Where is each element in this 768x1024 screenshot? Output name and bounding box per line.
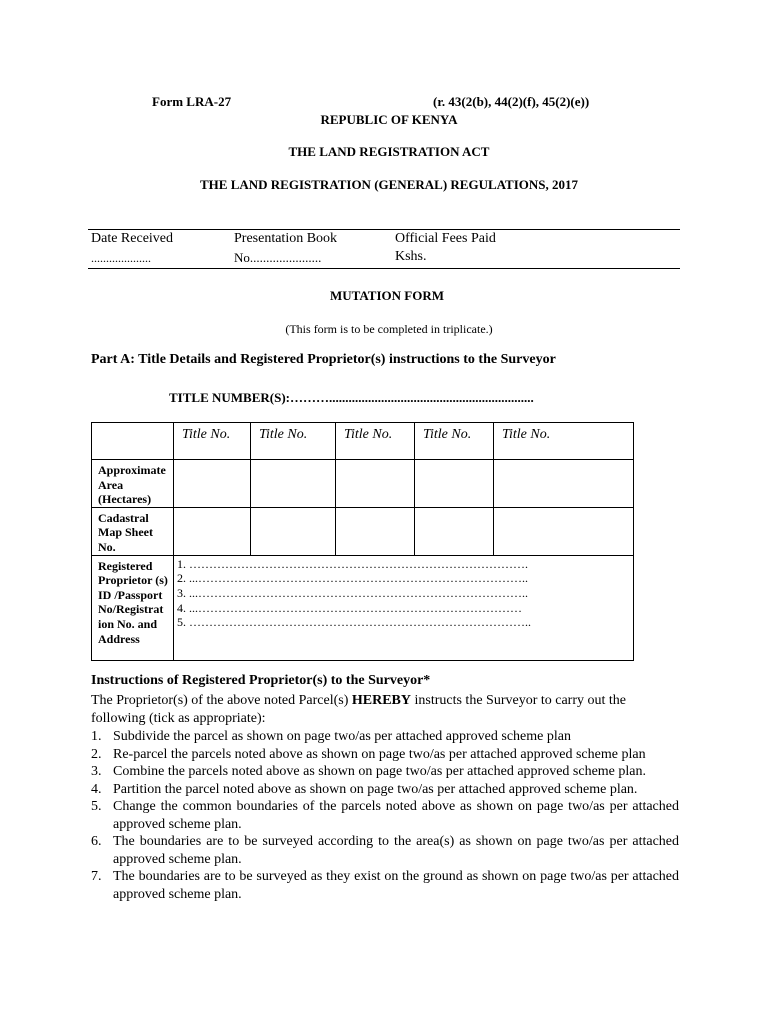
receipt-top-rule: [88, 229, 680, 230]
instruction-item[interactable]: [91, 746, 679, 764]
title-no-header-3: Title No.: [336, 423, 415, 460]
intro-text-end: instructs the Surveyor to carry out the following (tick as appropriate):: [91, 693, 626, 726]
instruction-number: 5.: [91, 799, 102, 814]
title-numbers-field[interactable]: TITLE NUMBER(S):………...............................................................: [169, 390, 534, 405]
instruction-number: 4.: [91, 781, 102, 797]
instruction-item[interactable]: [91, 781, 679, 799]
instruction-number: 6.: [91, 834, 102, 849]
instruction-text: The boundaries are to be surveyed as they exist on the ground as shown on page two/as per attached approved scheme plan.: [113, 869, 679, 902]
table-row-proprietor: [92, 555, 634, 660]
map-sheet-cell-1[interactable]: [174, 507, 251, 555]
header-blank-cell: [92, 423, 174, 460]
instruction-number: 3.: [91, 764, 102, 779]
map-sheet-row-label: Cadastral Map Sheet No.: [92, 507, 174, 555]
map-sheet-cell-3[interactable]: [336, 507, 415, 555]
instruction-list: [91, 728, 679, 903]
map-sheet-cell-5[interactable]: [494, 507, 634, 555]
date-received-label: Date Received: [91, 231, 174, 246]
part-a-heading: Part A: Title Details and Registered Proprietor(s) instructions to the Surveyor: [91, 352, 556, 367]
proprietor-row-label: Registered Proprietor (s) ID /Passport No/Registrat ion No. and Address: [92, 555, 174, 660]
instruction-text: Partition the parcel noted above as shown on page two/as per attached approved scheme plan.: [113, 781, 638, 797]
map-sheet-cell-2[interactable]: [251, 507, 336, 555]
instructions-intro: [91, 692, 679, 727]
intro-hereby: HEREBY: [351, 693, 411, 708]
title-details-table: [91, 422, 634, 661]
title-no-header-1: Title No.: [174, 423, 251, 460]
proprietor-line-3[interactable]: 3. ...………………………………………………………………………..: [177, 585, 528, 600]
instruction-text: Change the common boundaries of the parcels noted above as shown on page two/as per attached approved scheme plan.: [113, 799, 679, 832]
presentation-book-no-field[interactable]: No......................: [234, 250, 322, 265]
form-title: MUTATION FORM: [330, 288, 444, 303]
area-cell-1[interactable]: [174, 460, 251, 508]
title-no-header-2: Title No.: [251, 423, 336, 460]
instructions-heading: Instructions of Registered Proprietor(s) to the Surveyor*: [91, 673, 431, 688]
proprietor-line-2[interactable]: 2. ...………………………………………………………………………..: [177, 571, 528, 586]
title-no-header-5: Title No.: [494, 423, 634, 460]
map-sheet-cell-4[interactable]: [415, 507, 494, 555]
table-row-area: [92, 460, 634, 508]
proprietor-line-4[interactable]: 4. ...………………………………………………………………………: [177, 600, 522, 615]
form-id: Form LRA-27: [152, 94, 232, 109]
table-row-map-sheet: [92, 507, 634, 555]
receipt-bottom-rule: [88, 268, 680, 269]
rule-reference: (r. 43(2(b), 44(2)(f), 45(2)(e)): [433, 94, 590, 109]
act-heading: THE LAND REGISTRATION ACT: [288, 144, 490, 159]
presentation-book-label: Presentation Book: [234, 231, 338, 246]
instruction-number: 1.: [91, 729, 102, 744]
area-cell-3[interactable]: [336, 460, 415, 508]
proprietor-lines-cell[interactable]: [174, 555, 634, 660]
instruction-item[interactable]: [91, 833, 679, 868]
instruction-item[interactable]: [91, 798, 679, 833]
republic-heading: REPUBLIC OF KENYA: [320, 112, 458, 127]
official-fees-label: Official Fees Paid: [395, 231, 496, 246]
title-no-header-4: Title No.: [415, 423, 494, 460]
instruction-number: 7.: [91, 869, 102, 884]
regulations-heading: THE LAND REGISTRATION (GENERAL) REGULATIONS, 2017: [199, 177, 579, 192]
area-row-label: Approximate Area (Hectares): [92, 460, 174, 508]
area-cell-5[interactable]: [494, 460, 634, 508]
instruction-number: 2.: [91, 746, 102, 762]
instruction-item[interactable]: [91, 728, 679, 746]
instruction-item[interactable]: [91, 763, 679, 781]
form-note: (This form is to be completed in triplicate.): [285, 322, 493, 336]
instruction-text: The boundaries are to be surveyed according to the area(s) as shown on page two/as per attached approved scheme plan.: [113, 834, 679, 867]
proprietor-line-1[interactable]: 1. ………………………………………………………………………….: [177, 556, 528, 571]
fees-currency-field[interactable]: Kshs.: [395, 249, 427, 264]
area-cell-4[interactable]: [415, 460, 494, 508]
table-header-row: [92, 423, 634, 460]
instruction-text: Re-parcel the parcels noted above as shown on page two/as per attached approved scheme plan: [113, 746, 646, 762]
proprietor-line-5[interactable]: 5. …………………………………………………………………………..: [177, 615, 531, 630]
instruction-item[interactable]: [91, 868, 679, 903]
intro-text-start: The Proprietor(s) of the above noted Parcel(s): [91, 693, 352, 708]
date-received-field[interactable]: ....................: [91, 251, 151, 265]
instruction-text: Combine the parcels noted above as shown on page two/as per attached approved scheme plan.: [113, 764, 646, 779]
instruction-text: Subdivide the parcel as shown on page two/as per attached approved scheme plan: [113, 729, 571, 744]
area-cell-2[interactable]: [251, 460, 336, 508]
